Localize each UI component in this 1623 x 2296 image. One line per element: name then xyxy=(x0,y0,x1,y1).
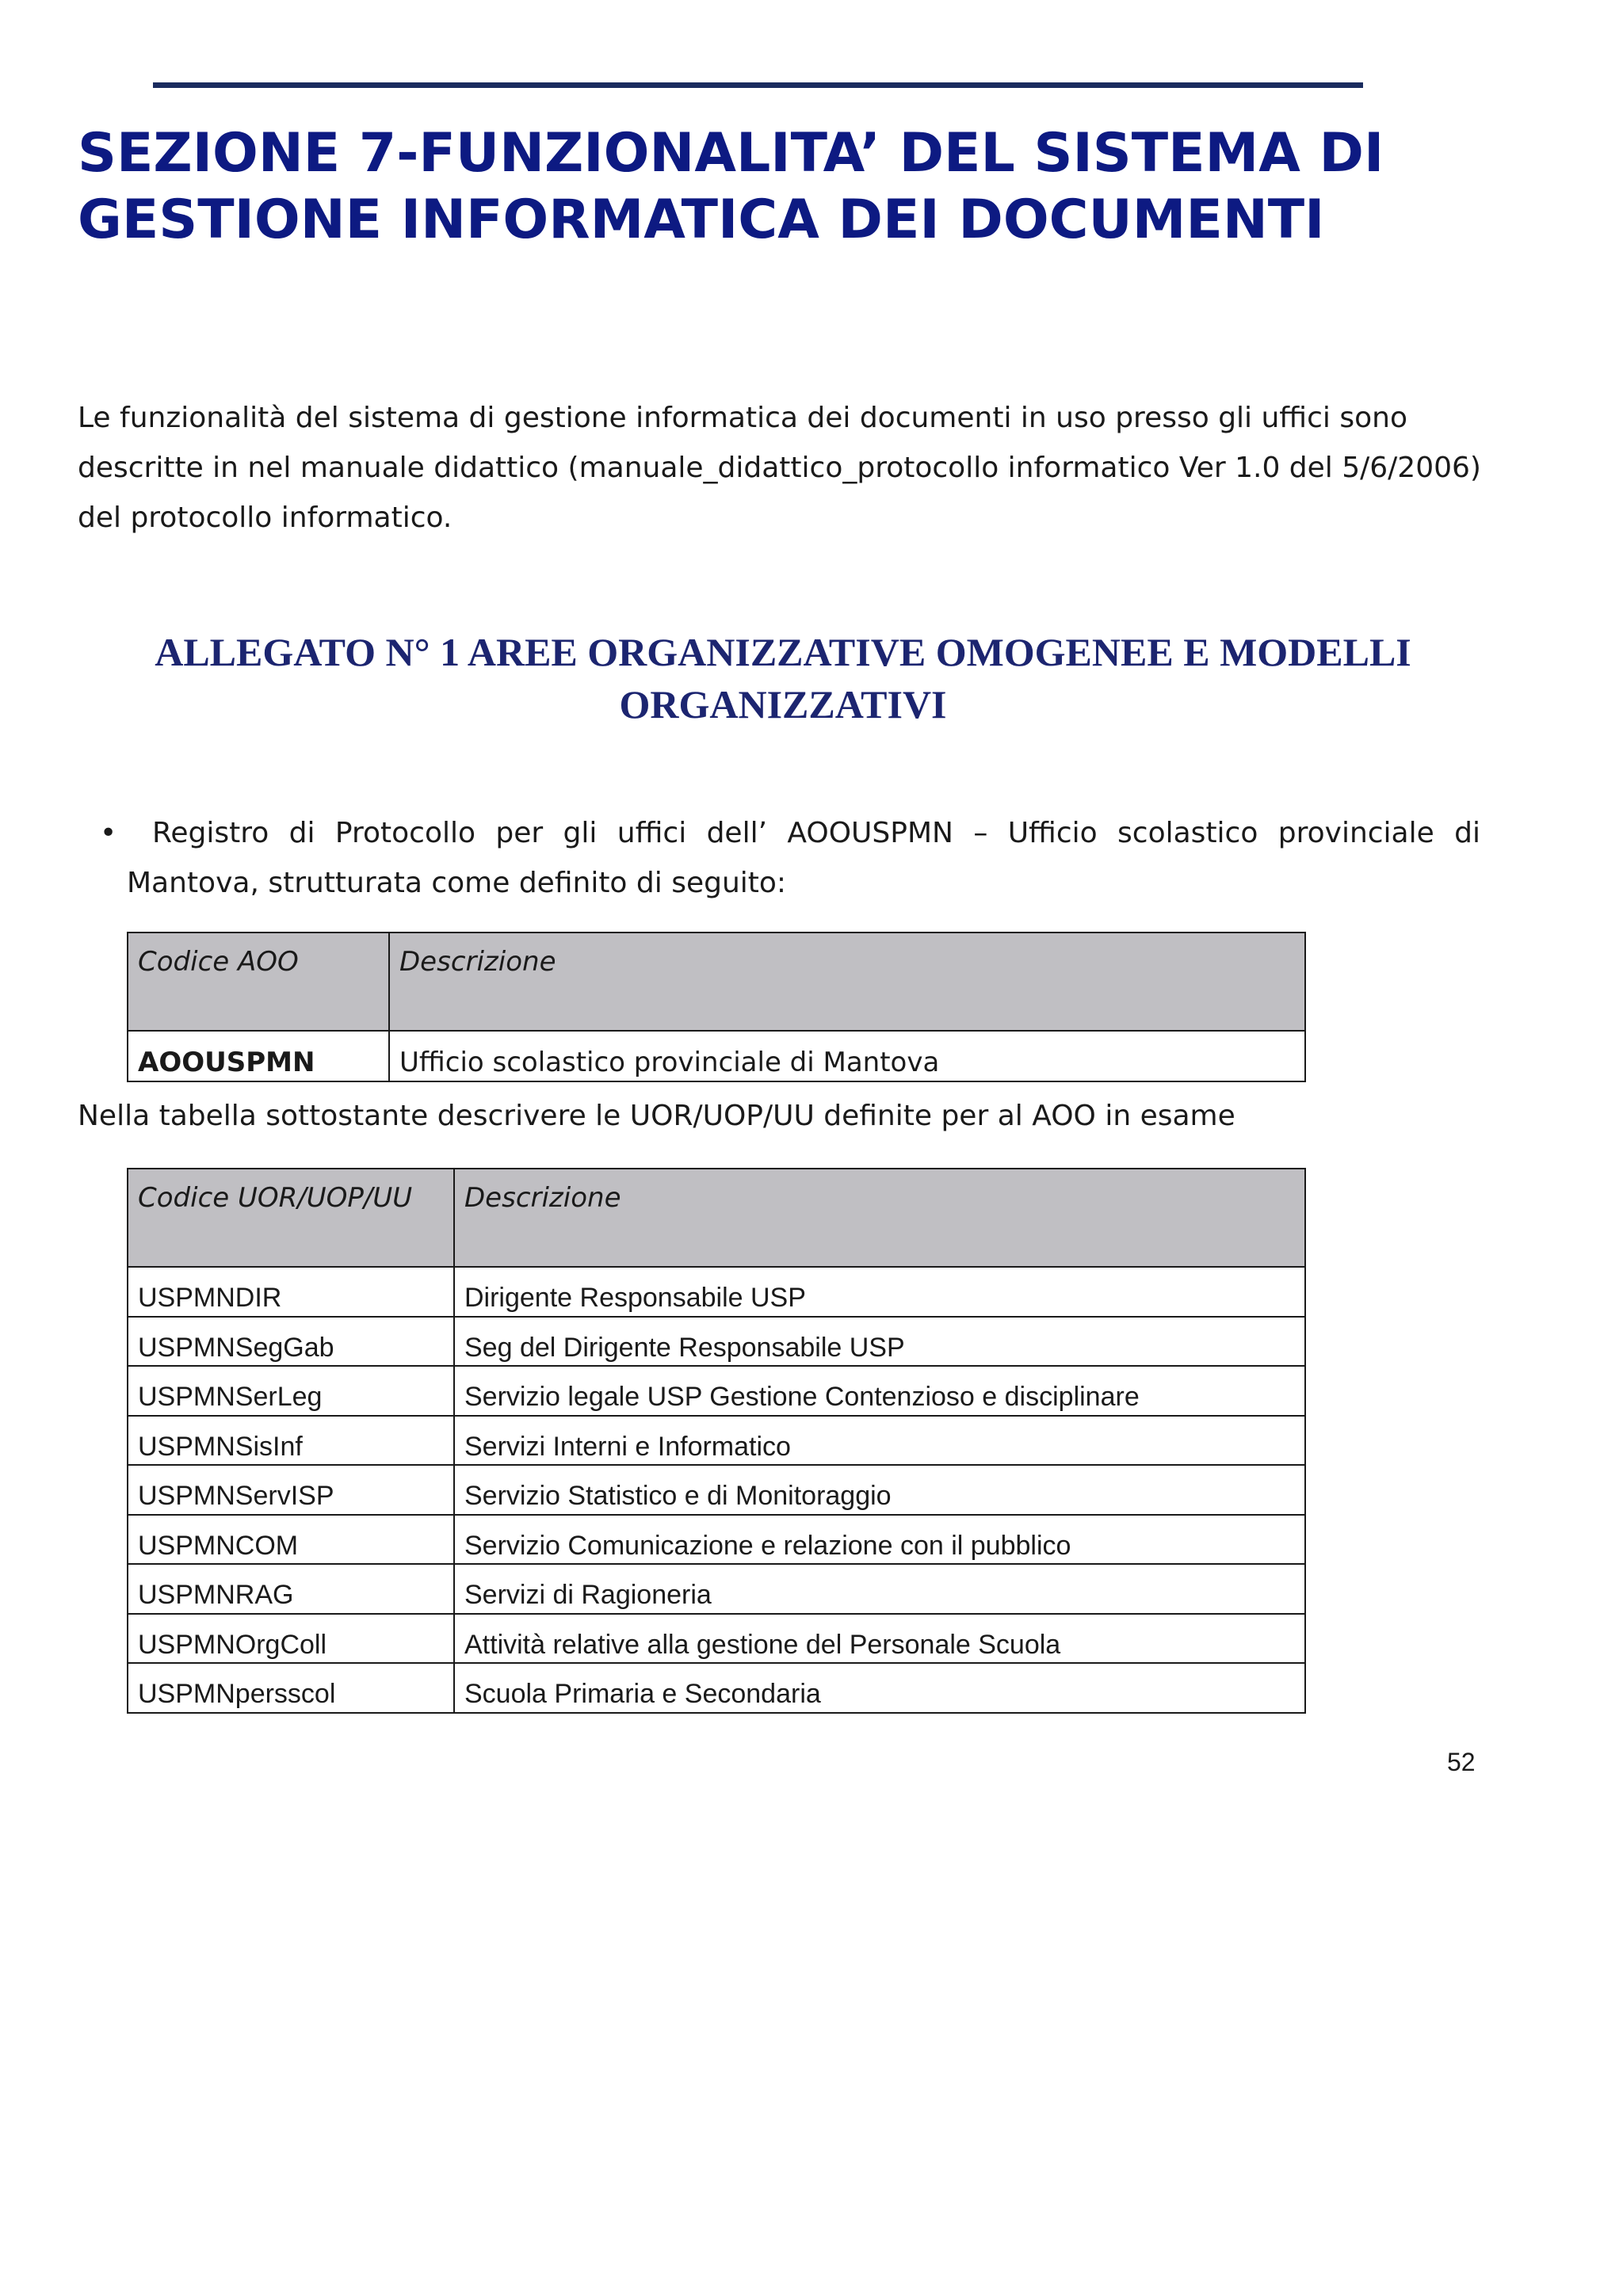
uor-code-cell: USPMNOrgColl xyxy=(128,1614,454,1664)
uor-header-code: Codice UOR/UOP/UU xyxy=(128,1169,454,1267)
table-row xyxy=(128,1031,1305,1081)
table-row xyxy=(128,1614,1305,1664)
aoo-header-code: Codice AOO xyxy=(128,933,389,1031)
uor-description-cell: Servizio legale USP Gestione Contenzioso e disciplinare xyxy=(454,1366,1305,1416)
uor-code-cell: USPMNRAG xyxy=(128,1564,454,1614)
table-row xyxy=(128,1515,1305,1565)
uor-code-cell: USPMNSisInf xyxy=(128,1416,454,1466)
table-row xyxy=(128,1663,1305,1713)
uor-code-cell: USPMNSegGab xyxy=(128,1317,454,1367)
uor-description-cell: Servizi di Ragioneria xyxy=(454,1564,1305,1614)
uor-code-cell: USPMNCOM xyxy=(128,1515,454,1565)
table-row xyxy=(128,1366,1305,1416)
bullet-item xyxy=(100,808,1480,908)
annex-title: ALLEGATO N° 1 AREE ORGANIZZATIVE OMOGENEE E MODELLI ORGANIZZATIVI xyxy=(155,630,1411,727)
uor-code-cell: USPMNSerLeg xyxy=(128,1366,454,1416)
bullet-text: Registro di Protocollo per gli uffici dell’ AOOUSPMN – Ufficio scolastico provinciale di Mantova, strutturata come definito di seguito: xyxy=(127,817,1480,899)
uor-description-cell: Attività relative alla gestione del Personale Scuola xyxy=(454,1614,1305,1664)
table-row xyxy=(128,1465,1305,1515)
aoo-table xyxy=(127,932,1306,1082)
uor-code-cell: USPMNServISP xyxy=(128,1465,454,1515)
uor-description-cell: Scuola Primaria e Secondaria xyxy=(454,1663,1305,1713)
aoo-table-header xyxy=(128,933,1305,1031)
table-row xyxy=(128,1416,1305,1466)
table-row xyxy=(128,1564,1305,1614)
aoo-code-cell: AOOUSPMN xyxy=(128,1031,389,1081)
uor-description-cell: Servizi Interni e Informatico xyxy=(454,1416,1305,1466)
uor-description-cell: Dirigente Responsabile USP xyxy=(454,1267,1305,1317)
section-title: SEZIONE 7-FUNZIONALITA’ DEL SISTEMA DI GESTIONE INFORMATICA DEI DOCUMENTI xyxy=(78,122,1384,251)
uor-description-cell: Servizio Statistico e di Monitoraggio xyxy=(454,1465,1305,1515)
intro-paragraph: Le funzionalità del sistema di gestione informatica dei documenti in uso presso gli uffici sono descritte in nel manuale didattico (manuale_didattico_protocollo informatico Ver 1.0 del 5/6/2006) del protocollo informatico. xyxy=(78,402,1481,534)
table-row xyxy=(128,1317,1305,1367)
aoo-header-description: Descrizione xyxy=(389,933,1305,1031)
uor-header-description: Descrizione xyxy=(454,1169,1305,1267)
uor-description-cell: Seg del Dirigente Responsabile USP xyxy=(454,1317,1305,1367)
page-number: 52 xyxy=(1447,1748,1476,1776)
uor-description-cell: Servizio Comunicazione e relazione con il pubblico xyxy=(454,1515,1305,1565)
top-rule xyxy=(153,82,1363,88)
uor-code-cell: USPMNDIR xyxy=(128,1267,454,1317)
aoo-description-cell: Ufficio scolastico provinciale di Mantova xyxy=(389,1031,1305,1081)
uor-table-header xyxy=(128,1169,1305,1267)
uor-intro-text: Nella tabella sottostante descrivere le UOR/UOP/UU definite per al AOO in esame xyxy=(78,1100,1235,1132)
uor-table xyxy=(127,1168,1306,1714)
bullet-dot-icon: • xyxy=(100,817,117,849)
table-row xyxy=(128,1267,1305,1317)
uor-code-cell: USPMNpersscol xyxy=(128,1663,454,1713)
